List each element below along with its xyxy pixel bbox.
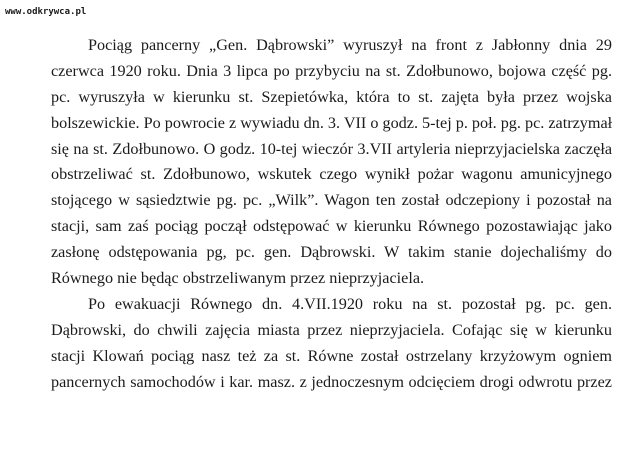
text-line: pancernych samochodów i kar. masz. z jednoczesnym odcięciem drogi odwrotu przez xyxy=(51,372,612,391)
text-line: się na st. Zdołbunowo. O godz. 10-tej wieczór 3.VII artyleria nieprzyjacielska zaczęła xyxy=(51,139,612,158)
text-line: Dąbrowski, do chwili zajęcia miasta przez nieprzyjaciela. Cofając się w kierunku xyxy=(51,320,612,339)
text-line: Równego nie będąc obstrzeliwanym przez nieprzyjaciela. xyxy=(51,269,425,288)
text-line: czerwca 1920 roku. Dnia 3 lipca po przybyciu na st. Zdołbunowo, bojowa część pg. xyxy=(51,61,612,80)
text-line: obstrzeliwać st. Zdołbunowo, wskutek czego wynikł pożar wagonu amunicyjnego xyxy=(51,165,612,184)
document-body xyxy=(51,33,612,395)
site-watermark: www.odkrywca.pl xyxy=(5,7,87,17)
text-line: stojącego w sąsiedztwie pg. pc. „Wilk”. Wagon ten został odczepiony i pozostał na xyxy=(51,191,612,210)
text-line: pc. wyruszyła w kierunku st. Szepietówka, która to st. zajęta była przez wojska xyxy=(51,87,612,106)
text-line: bolszewickie. Po powrocie z wywiadu dn. 3. VII o godz. 5-tej p. poł. pg. pc. zatrzymał xyxy=(51,113,612,132)
text-line: Po ewakuacji Równego dn. 4.VII.1920 roku na st. pozostał pg. pc. gen. xyxy=(88,294,612,313)
paragraph-1 xyxy=(51,33,612,292)
paragraph-2 xyxy=(51,292,612,396)
text-line: zasłonę odstępowania pg, pc. gen. Dąbrowski. W takim stanie dojechaliśmy do xyxy=(51,243,612,262)
text-line: stacji, sam zaś pociąg począł odstępować w kierunku Równego pozostawiając jako xyxy=(51,217,612,236)
text-line: stacji Klowań pociąg nasz też za st. Równe został ostrzelany krzyżowym ogniem xyxy=(51,346,612,365)
text-line: Pociąg pancerny „Gen. Dąbrowski” wyruszył na front z Jabłonny dnia 29 xyxy=(88,36,612,54)
